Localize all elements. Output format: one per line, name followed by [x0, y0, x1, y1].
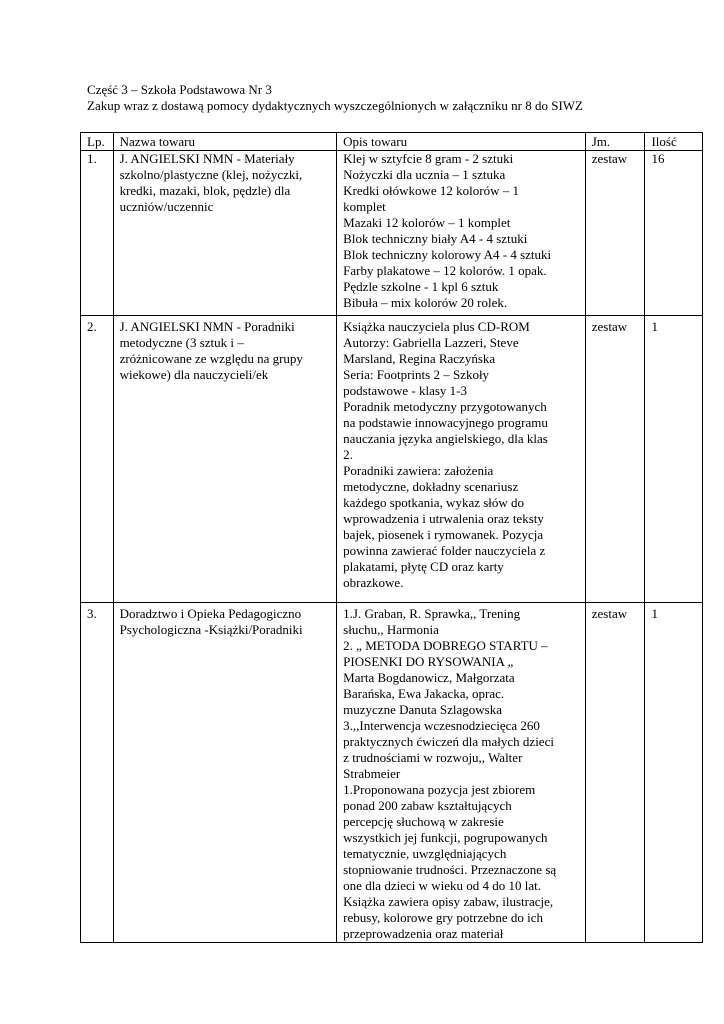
product-name-line: Doradztwo i Opieka Pedagogiczno — [119, 606, 302, 621]
row-number: 2. — [81, 316, 114, 603]
description-line: na podstawie innowacyjnego programu — [343, 415, 548, 430]
unit-cell: zestaw — [585, 603, 645, 943]
description-line: Strabmeier — [343, 766, 401, 781]
quantity-cell: 1 — [645, 316, 703, 603]
column-header-unit: Jm. — [585, 133, 645, 151]
description-line: tematycznie, uwzględniających — [343, 846, 507, 861]
product-name-line: uczniów/uczennic — [119, 199, 214, 214]
description-line: 2. „ METODA DOBREGO STARTU – — [343, 638, 548, 653]
description-line: Nożyczki dla ucznia – 1 sztuka — [343, 167, 506, 182]
description-line: 3.,,Interwencja wczesnodziecięca 260 — [343, 718, 540, 733]
column-header-quantity: Ilość — [645, 133, 703, 151]
description-line: Książka zawiera opisy zabaw, ilustracje, — [343, 894, 554, 909]
product-name-line: J. ANGIELSKI NMN - Materiały — [119, 151, 295, 166]
table-row — [81, 316, 703, 603]
description-line: rebusy, kolorowe gry potrzebne do ich — [343, 910, 544, 925]
table-header-row — [81, 133, 703, 151]
description-line: Marsland, Regina Raczyńska — [343, 351, 496, 366]
description-line: praktycznych ćwiczeń dla małych dzieci — [343, 734, 554, 749]
description-line: Poradnik metodyczny przygotowanych — [343, 399, 547, 414]
unit-cell: zestaw — [585, 316, 645, 603]
column-header-description: Opis towaru — [337, 133, 586, 151]
description-line: percepcję słuchową w zakresie — [343, 814, 504, 829]
description-line: PIOSENKI DO RYSOWANIA „ — [343, 654, 514, 669]
description-line: Farby plakatowe – 12 kolorów. 1 opak. — [343, 263, 547, 278]
description-line: Autorzy: Gabriella Lazzeri, Steve — [343, 335, 519, 350]
description-line: Seria: Footprints 2 – Szkoły — [343, 367, 490, 382]
unit-cell: zestaw — [585, 151, 645, 316]
description-line: plakatami, płytę CD oraz karty — [343, 559, 504, 574]
product-description-cell — [337, 151, 586, 316]
row-number: 1. — [81, 151, 114, 316]
description-line: wprowadzenia i utrwalenia oraz teksty — [343, 511, 544, 526]
description-line: każdego spotkania, wykaz słów do — [343, 495, 525, 510]
description-line: powinna zawierać folder nauczyciela z — [343, 543, 546, 558]
product-name-line: Psychologiczna -Książki/Poradniki — [119, 622, 303, 637]
product-description-cell — [337, 316, 586, 603]
description-line: Blok techniczny kolorowy A4 - 4 sztuki — [343, 247, 552, 262]
quantity-cell: 1 — [645, 603, 703, 943]
description-line: Mazaki 12 kolorów – 1 komplet — [343, 215, 511, 230]
table-row — [81, 151, 703, 316]
description-line: muzyczne Danuta Szlagowska — [343, 702, 503, 717]
row-number: 3. — [81, 603, 114, 943]
description-line: Klej w sztyfcie 8 gram - 2 sztuki — [343, 151, 514, 166]
product-name-cell — [113, 316, 337, 603]
items-table — [80, 132, 703, 943]
description-line: przeprowadzenia oraz materiał — [343, 926, 504, 941]
document-heading — [87, 82, 707, 114]
product-name-line: szkolno/plastyczne (klej, nożyczki, — [119, 167, 303, 182]
product-name-cell — [113, 151, 337, 316]
description-line: 1.J. Graban, R. Sprawka,, Trening — [343, 606, 521, 621]
heading-line-2: Zakup wraz z dostawą pomocy dydaktycznych wyszczególnionych w załączniku nr 8 do SIWZ — [87, 98, 583, 113]
description-line: Bibuła – mix kolorów 20 rolek. — [343, 295, 508, 310]
description-line: podstawowe - klasy 1-3 — [343, 383, 468, 398]
description-line: Blok techniczny biały A4 - 4 sztuki — [343, 231, 528, 246]
description-line: metodyczne, dokładny scenariusz — [343, 479, 519, 494]
description-line: słuchu,, Harmonia — [343, 622, 439, 637]
description-line: stopniowanie trudności. Przeznaczone są — [343, 862, 557, 877]
description-line: 2. — [343, 447, 353, 462]
quantity-cell: 16 — [645, 151, 703, 316]
description-line: obrazkowe. — [343, 575, 404, 590]
description-line: Marta Bogdanowicz, Małgorzata — [343, 670, 515, 685]
description-line: one dla dzieci w wieku od 4 do 10 lat. — [343, 878, 542, 893]
description-line: ponad 200 zabaw kształtujących — [343, 798, 512, 813]
description-line: nauczania języka angielskiego, dla klas — [343, 431, 548, 446]
product-name-line: J. ANGIELSKI NMN - Poradniki — [119, 319, 295, 334]
description-line: bajek, piosenek i rymowanek. Pozycja — [343, 527, 544, 542]
product-description-cell — [337, 603, 586, 943]
description-line: Poradniki zawiera: założenia — [343, 463, 494, 478]
description-line: z trudnościami w rozwoju,, Walter — [343, 750, 523, 765]
table-row — [81, 603, 703, 943]
product-name-cell — [113, 603, 337, 943]
product-name-line: zróżnicowane ze względu na grupy — [119, 351, 303, 366]
description-line: Książka nauczyciela plus CD-ROM — [343, 319, 530, 334]
description-line: 1.Proponowana pozycja jest zbiorem — [343, 782, 536, 797]
heading-line-1: Część 3 – Szkoła Podstawowa Nr 3 — [87, 82, 272, 97]
description-line: komplet — [343, 199, 386, 214]
column-header-lp: Lp. — [81, 133, 114, 151]
product-name-line: wiekowe) dla nauczycieli/ek — [119, 367, 269, 382]
column-header-name: Nazwa towaru — [113, 133, 337, 151]
product-name-line: metodyczne (3 sztuk i – — [119, 335, 244, 350]
description-line: Kredki ołówkowe 12 kolorów – 1 — [343, 183, 520, 198]
description-line: Pędzle szkolne - 1 kpl 6 sztuk — [343, 279, 499, 294]
description-line: Barańska, Ewa Jakacka, oprac. — [343, 686, 505, 701]
description-line: wszystkich jej funkcji, pogrupowanych — [343, 830, 548, 845]
product-name-line: kredki, mazaki, blok, pędzle) dla — [119, 183, 291, 198]
